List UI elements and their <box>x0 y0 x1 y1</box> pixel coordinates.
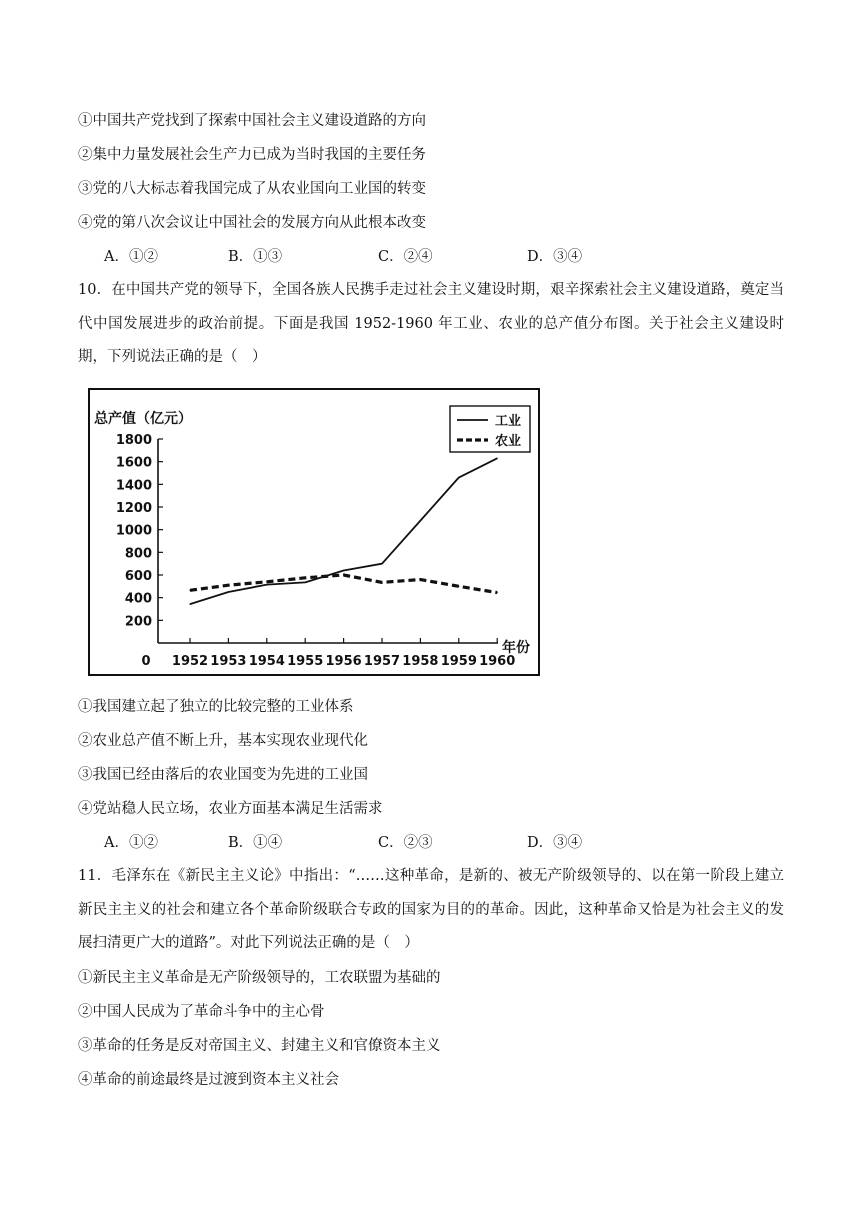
x-tick-label: 1957 <box>363 654 401 669</box>
data-point-0 <box>228 591 229 592</box>
q9-option-1: ①中国共产党找到了探索中国社会主义建设道路的方向 <box>78 113 426 129</box>
data-point-0 <box>189 604 190 605</box>
q11-option-3: ③革命的任务是反对帝国主义、封建主义和官僚资本主义 <box>78 1038 441 1054</box>
y-tick-label: 1400 <box>115 478 152 494</box>
y-tick-label-zero: 0 <box>141 654 151 669</box>
data-point-1 <box>305 577 306 578</box>
data-point-0 <box>420 520 421 521</box>
y-axis-label: 总产值（亿元） <box>94 411 192 427</box>
data-point-0 <box>497 458 498 459</box>
q10-stem: 10．在中国共产党的领导下，全国各族人民携手走过社会主义建设时期，艰辛探索社会主义建设道路，奠定当代中国发展进步的政治前提。下面是我国 1952-1960 年工业、农业的总产值分布图。关于社会主义建设时期，下列说法正确的是（ ） <box>78 282 784 365</box>
y-tick-label: 800 <box>124 546 152 562</box>
y-tick-label: 1000 <box>115 523 152 539</box>
data-point-0 <box>266 584 267 585</box>
series-line-0 <box>190 458 497 604</box>
data-point-1 <box>420 579 421 580</box>
x-tick-label: 1959 <box>440 654 477 669</box>
q9-choice-d[interactable]: D．③④ <box>527 249 583 265</box>
q11-stem: 11．毛泽东在《新民主主义论》中指出：“……这种革命，是新的、被无产阶级领导的、以在第一阶段上建立新民主主义的社会和建立各个革命阶级联合专政的国家为目的的革命。因此，这种革命又恰是为社会主义的发展扫清更广大的道路”。对此下列说法正确的是（ ） <box>78 868 784 951</box>
data-point-0 <box>458 477 459 478</box>
q10-option-4: ④党站稳人民立场，农业方面基本满足生活需求 <box>78 801 383 817</box>
chart-svg <box>90 390 538 674</box>
x-tick-label: 1953 <box>210 654 247 669</box>
q10-choice-d[interactable]: D．③④ <box>527 835 583 851</box>
q9-choice-b[interactable]: B．①③ <box>228 249 283 265</box>
x-tick-label: 1960 <box>479 654 516 669</box>
x-tick-label: 1956 <box>325 654 362 669</box>
x-tick-label: 1958 <box>402 654 439 669</box>
data-point-1 <box>458 586 459 587</box>
y-tick-label: 1600 <box>115 455 152 471</box>
y-tick-label: 1800 <box>115 433 152 448</box>
x-tick-label: 1954 <box>248 654 285 669</box>
y-tick-label: 600 <box>124 569 152 584</box>
data-point-0 <box>305 582 306 583</box>
data-point-1 <box>343 574 344 575</box>
q10-option-3: ③我国已经由落后的农业国变为先进的工业国 <box>78 767 368 783</box>
y-tick-label: 200 <box>124 614 152 630</box>
q10-option-1: ①我国建立起了独立的比较完整的工业体系 <box>78 699 354 715</box>
data-point-1 <box>497 592 498 593</box>
q11-option-1: ①新民主主义革命是无产阶级领导的，工农联盟为基础的 <box>78 970 441 986</box>
q10-chart <box>88 388 540 676</box>
y-tick-label: 1200 <box>115 501 152 516</box>
q10-choice-c[interactable]: C．②③ <box>378 835 433 851</box>
x-tick-label: 1955 <box>287 654 324 669</box>
q9-option-3: ③党的八大标志着我国完成了从农业国向工业国的转变 <box>78 181 426 197</box>
q10-choice-a[interactable]: A．①② <box>104 835 158 851</box>
q9-option-4: ④党的第八次会议让中国社会的发展方向从此根本改变 <box>78 215 426 231</box>
data-point-1 <box>381 582 382 583</box>
q9-choice-a[interactable]: A．①② <box>104 249 158 265</box>
q9-option-2: ②集中力量发展社会生产力已成为当时我国的主要任务 <box>78 147 426 163</box>
q11-option-4: ④革命的前途最终是过渡到资本主义社会 <box>78 1072 339 1088</box>
data-point-1 <box>266 581 267 582</box>
data-point-0 <box>381 563 382 564</box>
q10-choice-b[interactable]: B．①④ <box>228 835 283 851</box>
q11-option-2: ②中国人民成为了革命斗争中的主心骨 <box>78 1004 325 1020</box>
data-point-1 <box>189 590 190 591</box>
legend-label-1: 农业 <box>495 434 522 449</box>
x-tick-label: 1952 <box>171 654 209 669</box>
data-point-0 <box>343 570 344 571</box>
data-point-1 <box>228 585 229 586</box>
q9-choice-c[interactable]: C．②④ <box>378 249 433 265</box>
q10-option-2: ②农业总产值不断上升，基本实现农业现代化 <box>78 733 368 749</box>
y-tick-label: 400 <box>124 591 152 607</box>
legend-label-0: 工业 <box>495 414 522 429</box>
x-axis-label: 年份 <box>502 640 530 656</box>
